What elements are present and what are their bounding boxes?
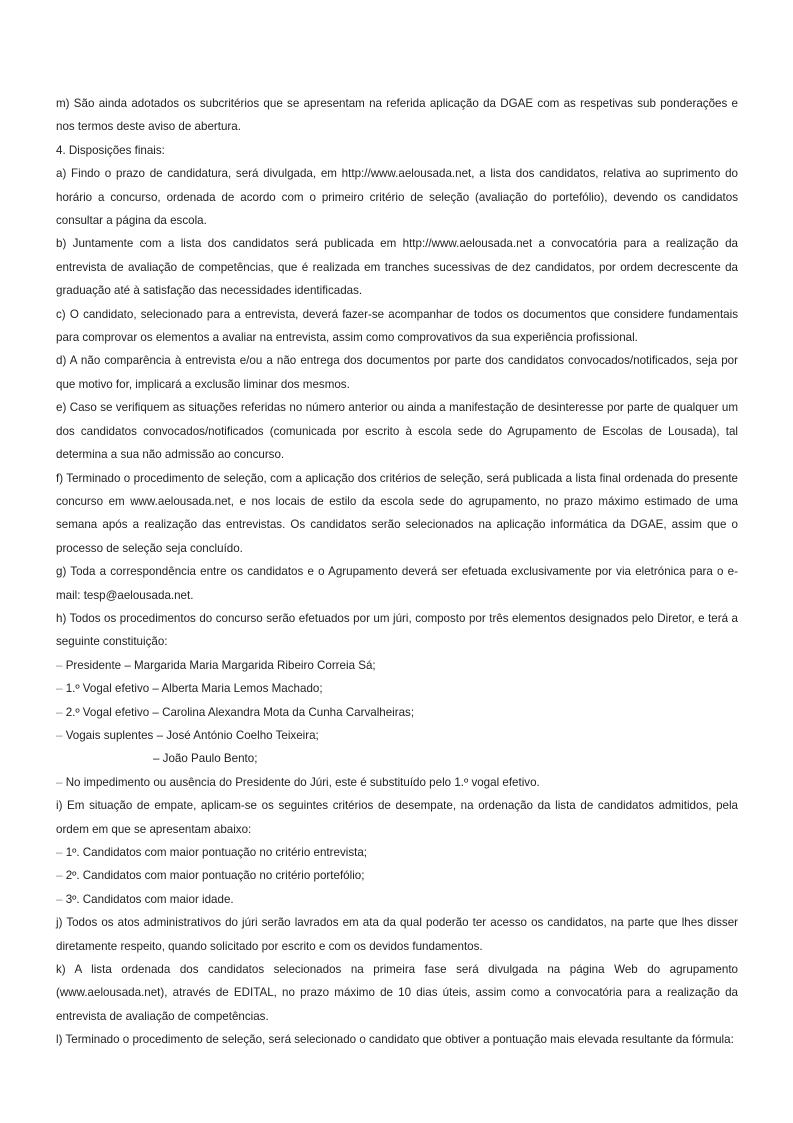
paragraph-e: e) Caso se verifiquem as situações referidas no número anterior ou ainda a manifestação de desinteresse por parte de qualquer um dos candidatos convocados/notificados (comunicada por escrito à escola sede do Agrupamento de Escolas de Lousada), tal determina a sua não admissão ao concurso.	[56, 401, 738, 462]
dash-bullet: –	[56, 728, 63, 742]
jury-note-substitution	[56, 771, 738, 794]
tiebreak-text: 3º. Candidatos com maior idade.	[65, 892, 234, 906]
jury-member-alternates	[56, 724, 738, 747]
paragraph-c: c) O candidato, selecionado para a entrevista, deverá fazer-se acompanhar de todos os documentos que considere fundamentais para comprovar os elementos a avaliar na entrevista, assim como comprovativos da sua experiência profissional.	[56, 307, 738, 345]
jury-member-second-vogal	[56, 701, 738, 724]
document-page	[56, 92, 738, 1052]
jury-member-president	[56, 654, 738, 677]
jury-member-alternate-second: – João Paulo Bento;	[153, 752, 258, 766]
dash-bullet: –	[56, 705, 63, 719]
tiebreak-criterion-2	[56, 864, 738, 887]
paragraph-f: f) Terminado o procedimento de seleção, com a aplicação dos critérios de seleção, será publicada a lista final ordenada do presente concurso em www.aelousada.net, e nos locais de estilo da escola sede do agrupamento, no prazo máximo estimado de uma semana após a realização das entrevistas. Os candidatos serão selecionados na aplicação informática da DGAE, assim que o processo de seleção seja concluído.	[56, 471, 738, 555]
dash-bullet: –	[56, 846, 63, 859]
dash-bullet: –	[56, 682, 63, 696]
paragraph-i: i) Em situação de empate, aplicam-se os seguintes critérios de desempate, na ordenação da lista de candidatos admitidos, pela ordem em que se apresentam abaixo:	[56, 799, 738, 836]
paragraph-a: a) Findo o prazo de candidatura, será divulgada, em http://www.aelousada.net, a lista dos candidatos, relativa ao suprimento do horário a concurso, ordenada de acordo com o primeiro critério de seleção (avaliação do portefólio), devendo os candidatos consultar a página da escola.	[56, 167, 738, 228]
paragraph-k: k) A lista ordenada dos candidatos selecionados na primeira fase será divulgada na página Web do agrupamento (www.aelousada.net), através de EDITAL, no prazo máximo de 10 dias úteis, assim como a convocatória para a realização da entrevista de avaliação de competências.	[56, 963, 738, 1023]
jury-member-text: Vogais suplentes – José António Coelho Teixeira;	[65, 728, 319, 742]
dash-bullet: –	[56, 775, 63, 789]
tiebreak-criterion-1	[56, 841, 738, 864]
tiebreak-criterion-3	[56, 888, 738, 911]
jury-member-first-vogal	[56, 677, 738, 700]
tiebreak-text: 2º. Candidatos com maior pontuação no critério portefólio;	[65, 869, 365, 883]
dash-bullet: –	[56, 892, 63, 906]
paragraph-m: m) São ainda adotados os subcritérios que se apresentam na referida aplicação da DGAE com as respetivas sub ponderações e nos termos deste aviso de abertura.	[56, 97, 738, 134]
dash-bullet: –	[56, 658, 63, 672]
jury-member-text: Presidente – Margarida Maria Margarida Ribeiro Correia Sá;	[65, 658, 376, 672]
jury-note-text: No impedimento ou ausência do Presidente do Júri, este é substituído pelo 1.º vogal efetivo.	[65, 775, 540, 789]
jury-member-text: 2.º Vogal efetivo – Carolina Alexandra Mota da Cunha Carvalheiras;	[65, 705, 415, 719]
paragraph-b: b) Juntamente com a lista dos candidatos será publicada em http://www.aelousada.net a convocatória para a realização da entrevista de avaliação de competências, que é realizada em tranches sucessivas de dez candidatos, por ordem decrescente da graduação até à satisfação das necessidades identificadas.	[56, 237, 738, 298]
paragraph-h: h) Todos os procedimentos do concurso serão efetuados por um júri, composto por três elementos designados pelo Diretor, e terá a seguinte constituição:	[56, 611, 738, 649]
jury-member-text: 1.º Vogal efetivo – Alberta Maria Lemos Machado;	[65, 682, 323, 696]
paragraph-g: g) Toda a correspondência entre os candidatos e o Agrupamento deverá ser efetuada exclusivamente por via eletrónica para o e-mail: tesp@aelousada.net.	[56, 565, 738, 602]
tiebreak-text: 1º. Candidatos com maior pontuação no critério entrevista;	[65, 846, 368, 859]
dash-bullet: –	[56, 869, 63, 883]
paragraph-l: l) Terminado o procedimento de seleção, será selecionado o candidato que obtiver a pontuação mais elevada resultante da fórmula:	[56, 1033, 734, 1047]
paragraph-d: d) A não comparência à entrevista e/ou a não entrega dos documentos por parte dos candidatos convocados/notificados, seja por que motivo for, implicará a exclusão liminar dos mesmos.	[56, 354, 738, 391]
section-heading-final-provisions: 4. Disposições finais:	[56, 143, 165, 157]
paragraph-j: j) Todos os atos administrativos do júri serão lavrados em ata da qual poderão ter acesso os candidatos, na parte que lhes disser diretamente respeito, quando solicitado por escrito e com os devidos fundamentos.	[56, 916, 738, 953]
